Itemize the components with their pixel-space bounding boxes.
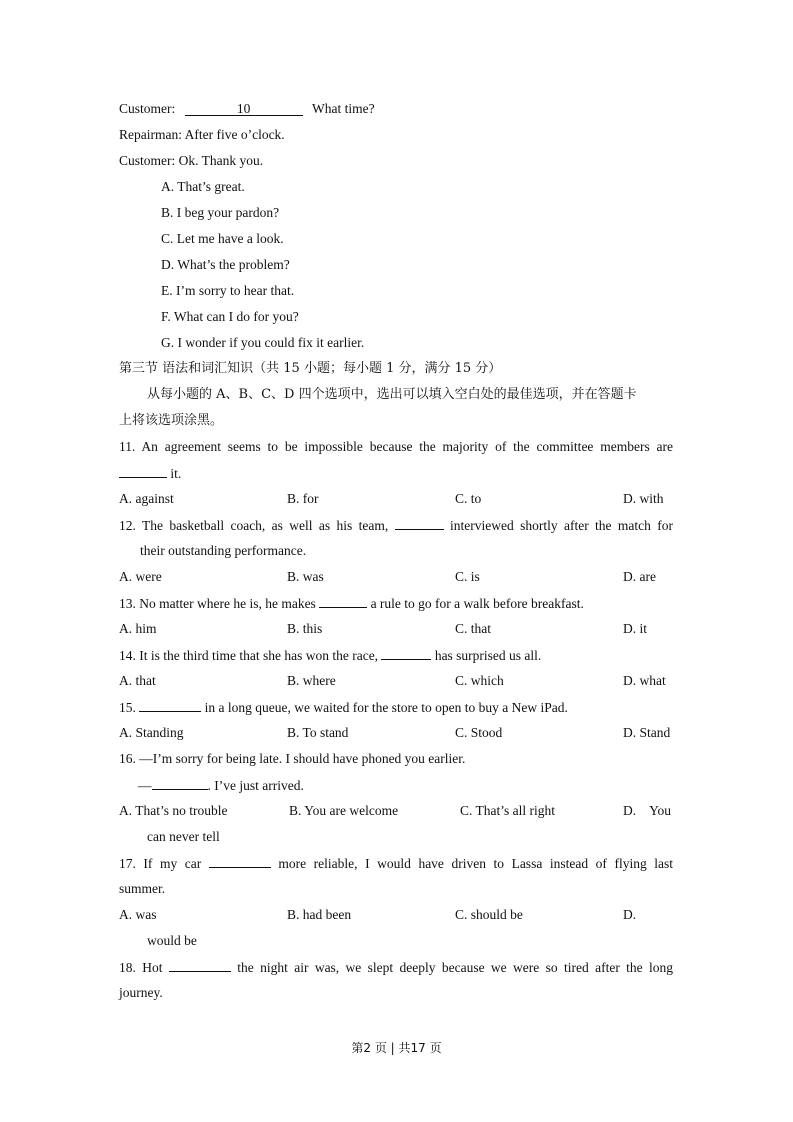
question-text: 12. The basketball coach, as well as his team, xyxy=(119,518,389,533)
option-b: B. this xyxy=(287,621,323,636)
option-a: A. him xyxy=(119,621,157,636)
option-d: D. You xyxy=(623,803,672,818)
dash: — xyxy=(138,778,152,793)
question-text: . I’ve just arrived. xyxy=(207,778,304,793)
answer-blank xyxy=(119,464,167,478)
option-b: B. had been xyxy=(287,907,352,922)
option-c: C. which xyxy=(455,673,504,688)
answer-blank xyxy=(319,594,367,608)
option-a: A. that xyxy=(119,673,156,688)
option-b: B. You are welcome xyxy=(289,803,399,818)
question-14 xyxy=(119,646,541,665)
answer-blank xyxy=(139,698,201,712)
question-text: a rule to go for a walk before breakfast. xyxy=(370,596,584,611)
option-c: C. should be xyxy=(455,907,523,922)
answer-blank xyxy=(395,516,444,530)
option-a: A. were xyxy=(119,569,162,584)
option-b: B. for xyxy=(287,491,319,506)
dialogue-line-2: Repairman: After five o’clock. xyxy=(119,127,285,142)
question-15 xyxy=(119,698,568,717)
question-17-line-2: summer. xyxy=(119,881,166,896)
option-d: D. are xyxy=(623,569,656,584)
question-text: 18. Hot xyxy=(119,960,163,975)
option-c: C. is xyxy=(455,569,480,584)
question-16-line-1: 16. —I’m sorry for being late. I should have phoned you earlier. xyxy=(119,751,466,766)
dialogue-line-3: Customer: Ok. Thank you. xyxy=(119,153,264,168)
page-footer: 第2 页 | 共17 页 xyxy=(351,1041,442,1055)
answer-blank xyxy=(381,646,431,660)
option-c: C. to xyxy=(455,491,482,506)
option-c: C. That’s all right xyxy=(460,803,555,818)
question-17-line-1 xyxy=(119,854,673,873)
question-text: has surprised us all. xyxy=(434,648,542,663)
question-text: 17. If my car xyxy=(119,856,202,871)
question-text: the night air was, we slept deeply because we were so tired after the long xyxy=(237,960,674,975)
option-d: D. Stand xyxy=(623,725,671,740)
option-item: F. What can I do for you? xyxy=(161,309,299,324)
question-text: more reliable, I would have driven to Lassa instead of flying last xyxy=(278,856,674,871)
option-item: C. Let me have a look. xyxy=(161,231,284,246)
option-b: B. was xyxy=(287,569,324,584)
option-d: D. it xyxy=(623,621,648,636)
answer-blank xyxy=(209,854,271,868)
option-a: A. Standing xyxy=(119,725,184,740)
question-text: 15. xyxy=(119,700,136,715)
question-18-line-2: journey. xyxy=(119,985,163,1000)
question-13 xyxy=(119,594,584,613)
option-d-continued: would be xyxy=(147,933,197,948)
option-item: E. I’m sorry to hear that. xyxy=(161,283,295,298)
question-text: in a long queue, we waited for the store to open to buy a New iPad. xyxy=(204,700,568,715)
answer-blank-10: 10 xyxy=(185,102,303,116)
option-c: C. that xyxy=(455,621,491,636)
question-12-line-2: their outstanding performance. xyxy=(140,543,307,558)
option-d: D. what xyxy=(623,673,666,688)
instructions-line-2: 上将该选项涂黑。 xyxy=(119,413,224,428)
option-item: B. I beg your pardon? xyxy=(161,205,280,220)
option-item: D. What’s the problem? xyxy=(161,257,290,272)
question-16-line-2 xyxy=(138,776,304,795)
dialogue-text: What time? xyxy=(312,101,375,116)
option-a: A. was xyxy=(119,907,157,922)
dialogue-line-1 xyxy=(119,100,375,118)
speaker-label: Customer: xyxy=(119,101,176,116)
option-c: C. Stood xyxy=(455,725,503,740)
option-d: D. with xyxy=(623,491,664,506)
question-12-line-1 xyxy=(119,516,673,535)
question-18-line-1 xyxy=(119,958,673,977)
section-heading: 第三节 语法和词汇知识（共 15 小题；每小题 1 分，满分 15 分） xyxy=(119,361,502,376)
question-text: it. xyxy=(170,466,182,481)
option-b: B. where xyxy=(287,673,336,688)
answer-blank xyxy=(169,958,231,972)
option-a: A. against xyxy=(119,491,174,506)
question-11-line-1: 11. An agreement seems to be impossible because the majority of the committee members are xyxy=(119,439,673,454)
instructions-line-1: 从每小题的 A、B、C、D 四个选项中，选出可以填入空白处的最佳选项，并在答题卡 xyxy=(147,387,637,402)
option-item: G. I wonder if you could fix it earlier. xyxy=(161,335,365,350)
option-item: A. That’s great. xyxy=(161,179,245,194)
question-text: interviewed shortly after the match for xyxy=(450,518,674,533)
option-a: A. That’s no trouble xyxy=(119,803,228,818)
option-d-continued: can never tell xyxy=(147,829,220,844)
question-11-line-2 xyxy=(119,464,181,483)
question-text: 14. It is the third time that she has won the race, xyxy=(119,648,379,663)
option-d: D. xyxy=(623,907,637,922)
answer-blank xyxy=(152,776,208,790)
question-text: 13. No matter where he is, he makes xyxy=(119,596,316,611)
option-b: B. To stand xyxy=(287,725,349,740)
